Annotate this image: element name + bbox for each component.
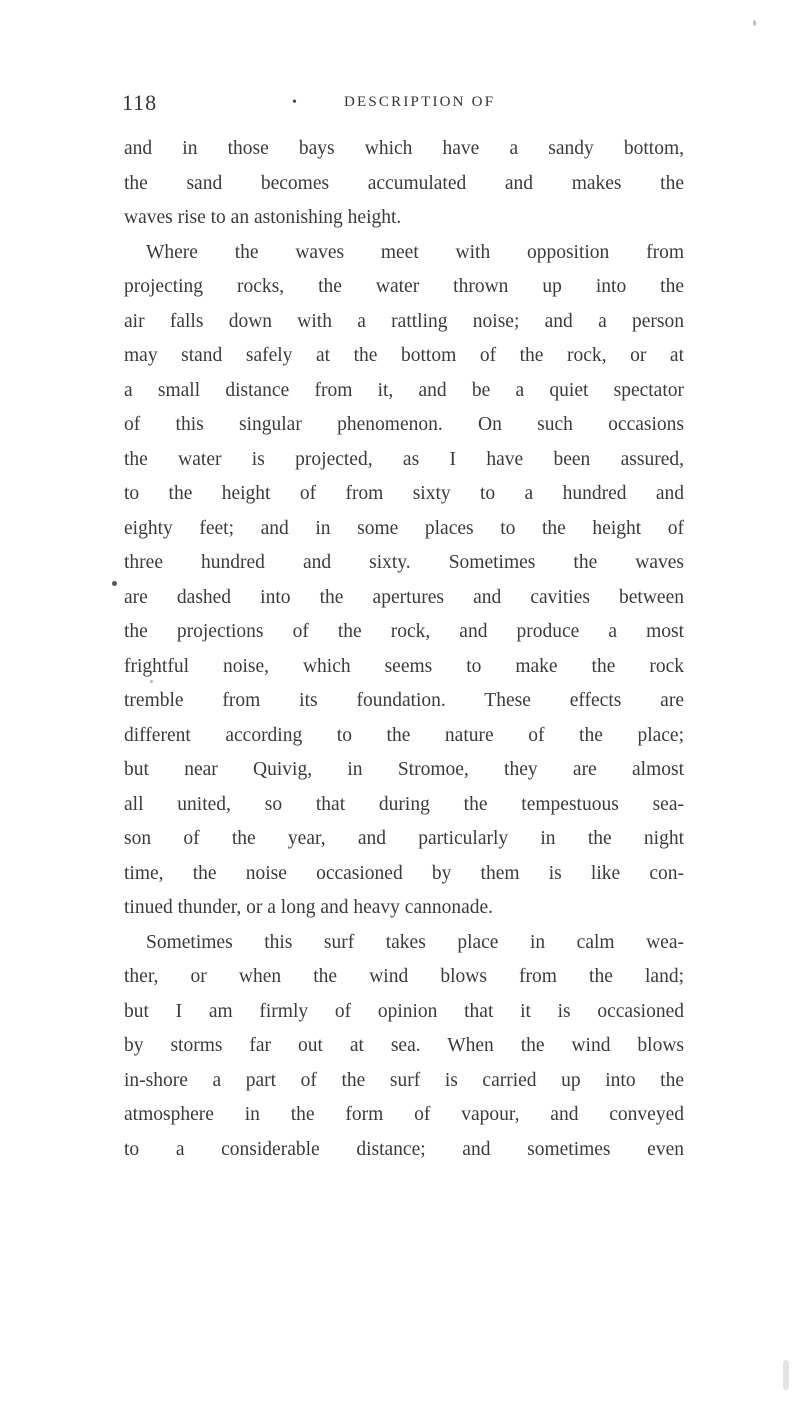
text-line: of this singular phenomenon. On such occasions (124, 414, 684, 435)
paper-speck (753, 20, 756, 26)
text-line: time, the noise occasioned by them is like con- (124, 862, 684, 884)
running-title: DESCRIPTION OF (344, 94, 496, 110)
text-line: the water is projected, as I have been assured, (124, 448, 684, 470)
text-line: different according to the nature of the place; (124, 724, 684, 746)
text-line: atmosphere in the form of vapour, and conveyed (124, 1104, 684, 1125)
margin-mark (112, 581, 117, 586)
text-line: but near Quivig, in Stromoe, they are almost (124, 759, 684, 780)
text-line: the sand becomes accumulated and makes the (124, 172, 684, 194)
text-line: ther, or when the wind blows from the land; (124, 966, 684, 987)
text-line: in-shore a part of the surf is carried up into the (124, 1069, 684, 1091)
text-line: projecting rocks, the water thrown up into the (124, 276, 684, 297)
text-line: by storms far out at sea. When the wind blows (124, 1035, 684, 1056)
paper-speck (150, 680, 153, 683)
text-line: three hundred and sixty. Sometimes the waves (124, 552, 684, 573)
text-line: son of the year, and particularly in the night (124, 828, 684, 849)
text-line: the projections of the rock, and produce a most (124, 621, 684, 642)
text-line: and in those bays which have a sandy bottom, (124, 138, 684, 159)
running-head (122, 90, 682, 120)
text-line: waves rise to an astonishing height. (124, 207, 402, 228)
text-line: air falls down with a rattling noise; and a person (124, 310, 684, 332)
text-line: tinued thunder, or a long and heavy cannonade. (124, 897, 494, 918)
paper-speck (783, 1360, 789, 1390)
header-dot: • (292, 95, 297, 110)
text-line: a small distance from it, and be a quiet spectator (124, 379, 684, 401)
text-line: Sometimes this surf takes place in calm wea- (146, 931, 684, 953)
text-line: are dashed into the apertures and cavities between (124, 586, 684, 608)
text-line: frightful noise, which seems to make the rock (124, 655, 684, 677)
text-line: but I am firmly of opinion that it is occasioned (124, 1000, 684, 1022)
text-line: eighty feet; and in some places to the height of (124, 517, 684, 539)
text-line: tremble from its foundation. These effects are (124, 690, 684, 711)
text-line: Where the waves meet with opposition from (146, 241, 684, 263)
page-number: 118 (122, 90, 158, 115)
text-line: may stand safely at the bottom of the rock, or at (124, 345, 684, 366)
text-line: to a considerable distance; and sometimes even (124, 1138, 684, 1160)
text-line: all united, so that during the tempestuous sea- (124, 793, 684, 815)
body-text (124, 132, 684, 1167)
text-line: to the height of from sixty to a hundred and (124, 483, 684, 504)
